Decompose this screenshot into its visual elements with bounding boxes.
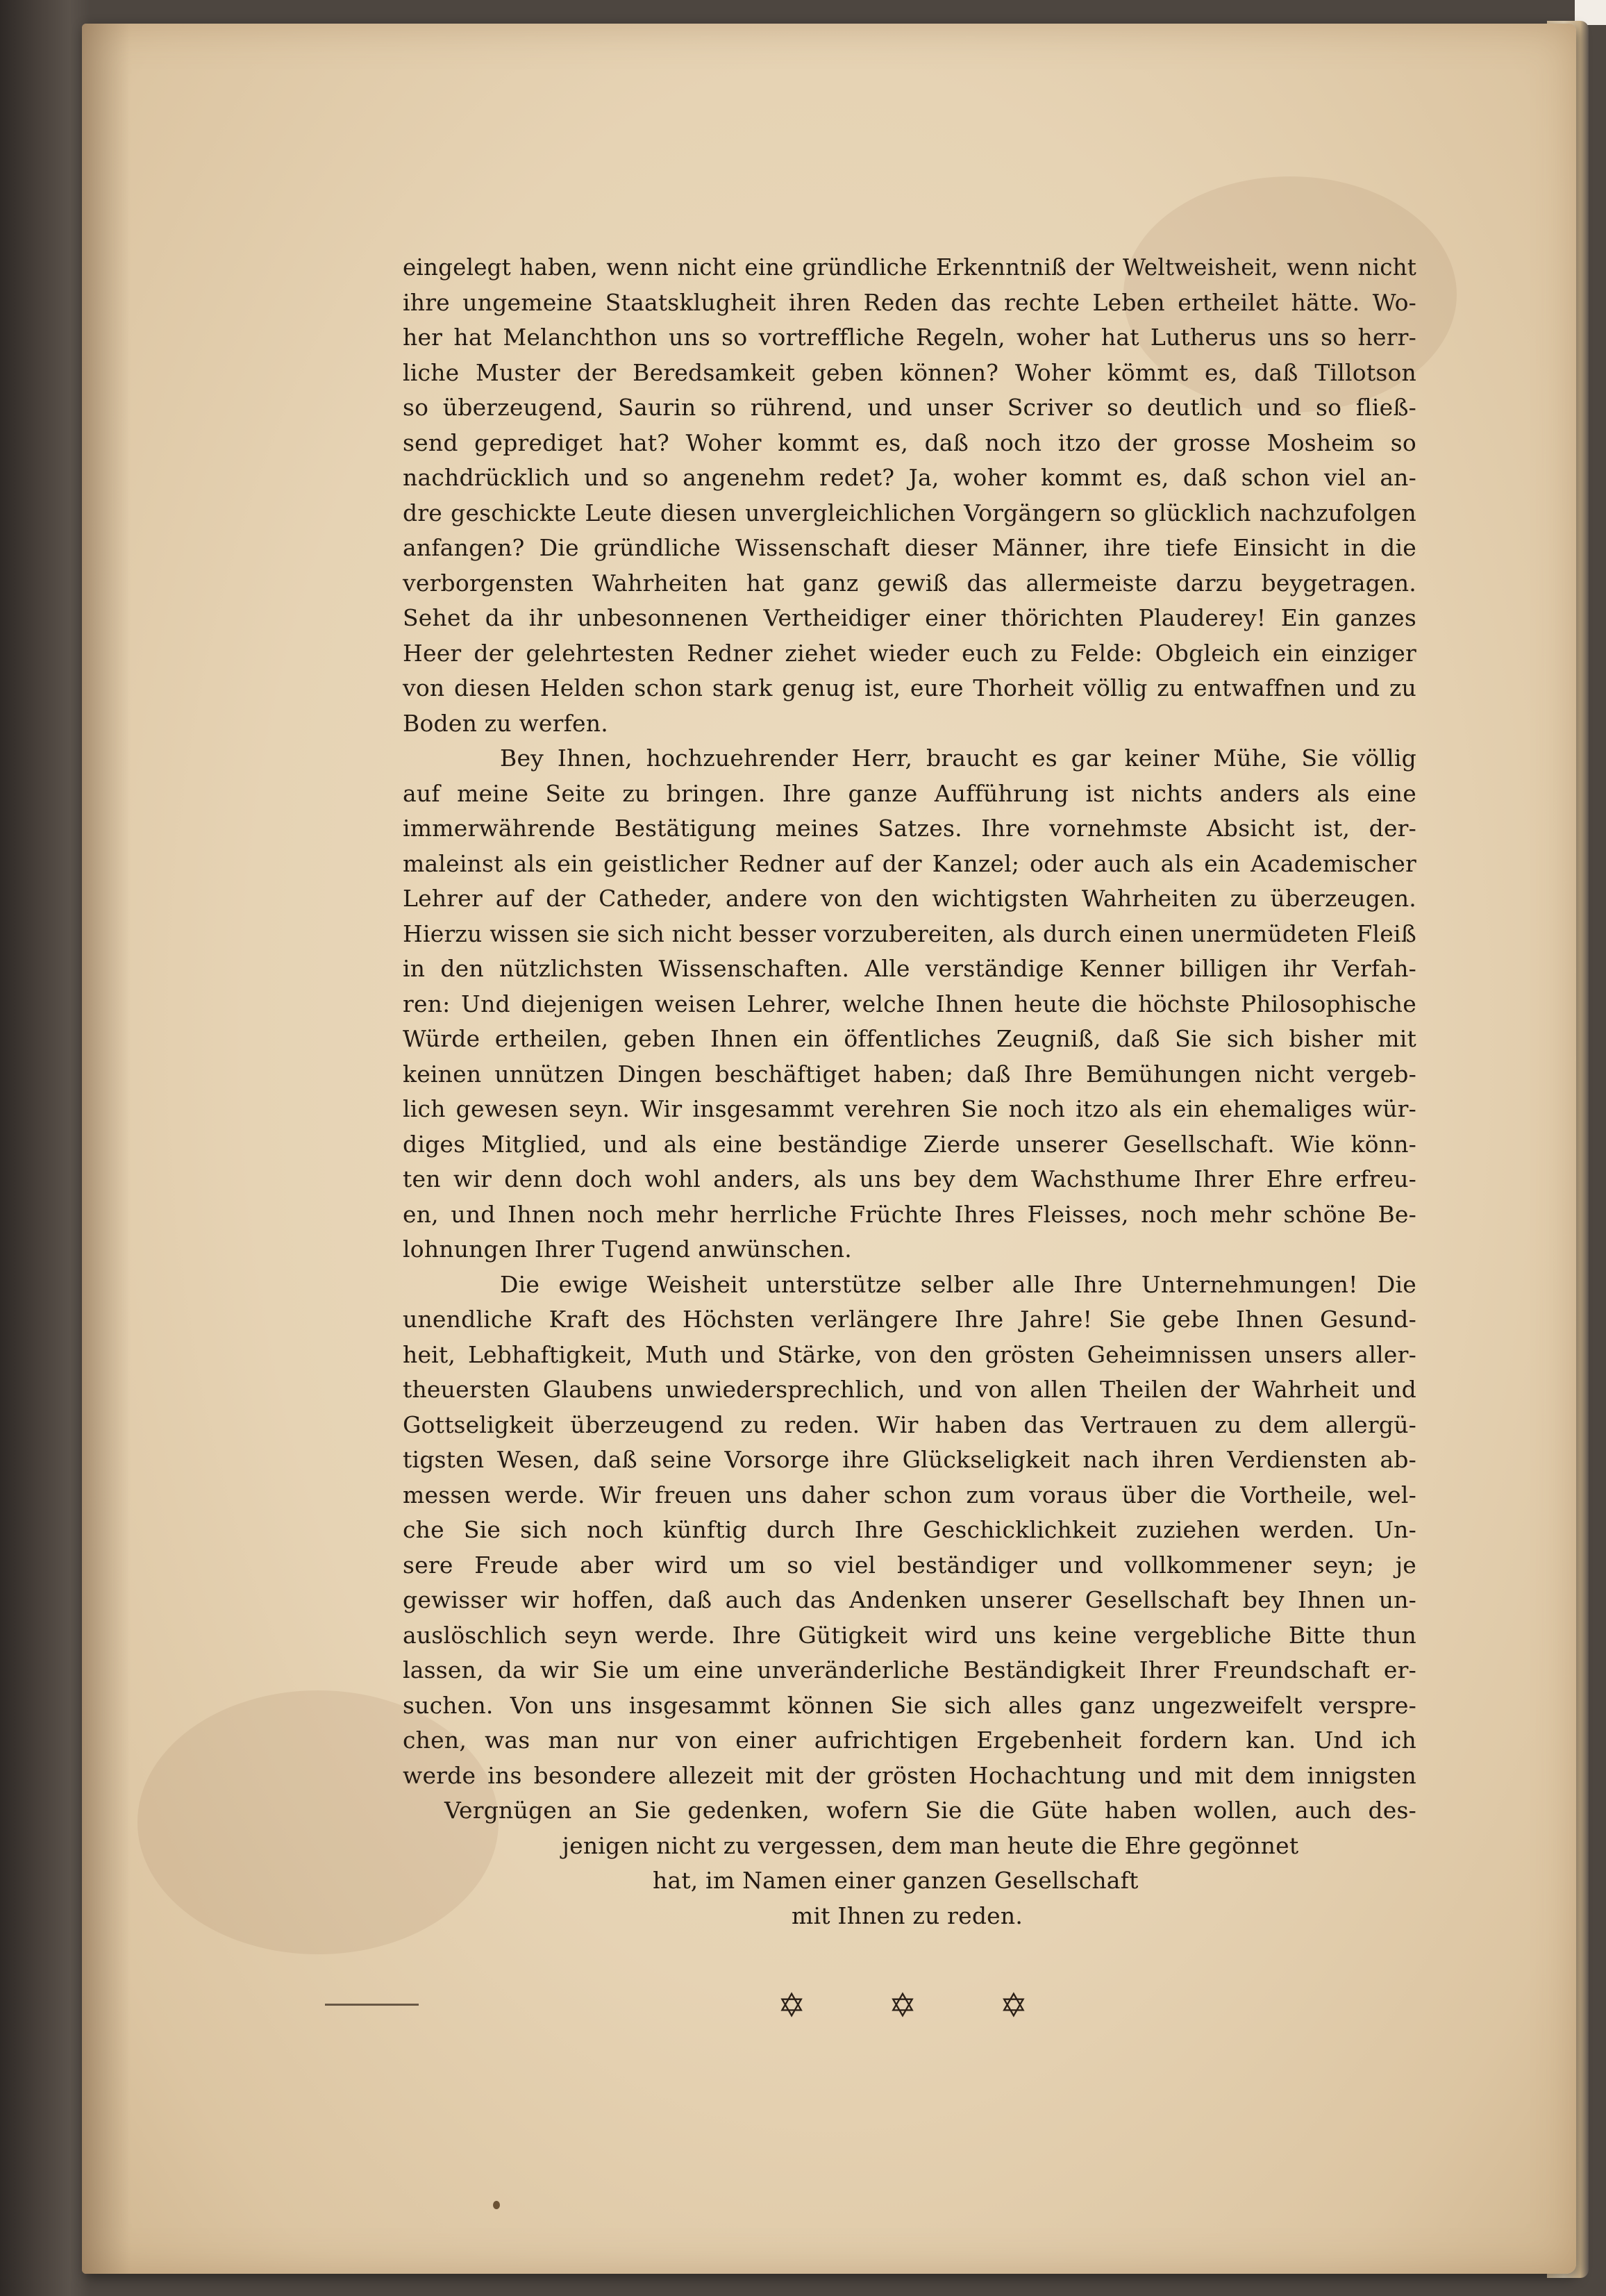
- text-line: lich gewesen seyn. Wir insgesammt verehren Sie noch itzo als ein ehemaliges wür-: [403, 1095, 1416, 1122]
- text-line: unendliche Kraft des Höchsten verlängere Ihre Jahre! Sie gebe Ihnen Gesund-: [403, 1306, 1416, 1333]
- ornament-stars: [778, 1986, 1028, 2025]
- text-line: Bey Ihnen, hochzuehrender Herr, braucht es gar keiner Mühe, Sie völlig: [500, 744, 1416, 772]
- closing-line: Vergnügen an Sie gedenken, wofern Sie die Güte haben wollen, auch des-: [444, 1797, 1416, 1824]
- text-line: keinen unnützen Dingen beschäftiget haben; daß Ihre Bemühungen nicht vergeb-: [403, 1060, 1416, 1088]
- text-line: werde ins besondere allezeit mit der grösten Hochachtung und mit dem innigsten: [403, 1761, 1416, 1789]
- text-line: sere Freude aber wird um so viel beständiger und vollkommener seyn; je: [403, 1551, 1416, 1579]
- text-line: Gottseligkeit überzeugend zu reden. Wir haben das Vertrauen zu dem allergü-: [403, 1411, 1416, 1438]
- text-line: Heer der gelehrtesten Redner ziehet wieder euch zu Felde: Obgleich ein einziger: [403, 639, 1416, 667]
- text-line: liche Muster der Beredsamkeit geben können? Woher kömmt es, daß Tillotson: [403, 358, 1416, 386]
- star-ornament: ✡: [888, 1986, 917, 2025]
- text-line: ten wir denn doch wohl anders, als uns bey dem Wachsthume Ihrer Ehre erfreu-: [403, 1165, 1416, 1192]
- text-line: Würde ertheilen, geben Ihnen ein öffentliches Zeugniß, daß Sie sich bisher mit: [403, 1025, 1416, 1052]
- text-line: Sehet da ihr unbesonnenen Vertheidiger einer thörichten Plauderey! Ein ganzes: [403, 604, 1416, 631]
- text-line: eingelegt haben, wenn nicht eine gründliche Erkenntniß der Weltweisheit, wenn nicht: [403, 254, 1416, 281]
- text-line: auf meine Seite zu bringen. Ihre ganze Aufführung ist nichts anders als eine: [403, 779, 1416, 807]
- paragraph-2: [403, 741, 1416, 1267]
- closing-line: jenigen nicht zu vergessen, dem man heute die Ehre gegönnet: [562, 1831, 1299, 1859]
- text-line: messen werde. Wir freuen uns daher schon zum voraus über die Vortheile, wel-: [403, 1481, 1416, 1508]
- margin-dash: [325, 2004, 419, 2006]
- paper-speck: [493, 2201, 500, 2209]
- text-line: gewisser wir hoffen, daß auch das Andenken unserer Gesellschaft bey Ihnen un-: [403, 1586, 1416, 1613]
- paragraph-3: [403, 1267, 1416, 1794]
- text-line: Lehrer auf der Catheder, andere von den wichtigsten Wahrheiten zu überzeugen.: [403, 885, 1416, 912]
- text-line: Hierzu wissen sie sich nicht besser vorzubereiten, als durch einen unermüdeten Fleiß: [403, 920, 1416, 947]
- star-ornament: ✡: [999, 1986, 1028, 2025]
- text-line: heit, Lebhaftigkeit, Muth und Stärke, von den grösten Geheimnissen unsers aller-: [403, 1340, 1416, 1368]
- text-line: ren: Und diejenigen weisen Lehrer, welche Ihnen heute die höchste Philosophische: [403, 990, 1416, 1017]
- text-line: Boden zu werfen.: [403, 709, 608, 737]
- text-line: ihre ungemeine Staatsklugheit ihren Reden das rechte Leben ertheilet hätte. Wo-: [403, 288, 1416, 316]
- text-line: immerwährende Bestätigung meines Satzes. Ihre vornehmste Absicht ist, der-: [403, 815, 1416, 842]
- text-line: maleinst als ein geistlicher Redner auf der Kanzel; oder auch als ein Academischer: [403, 849, 1416, 877]
- text-line: verborgensten Wahrheiten hat ganz gewiß das allermeiste darzu beygetragen.: [403, 569, 1416, 597]
- text-line: che Sie sich noch künftig durch Ihre Geschicklichkeit zuziehen werden. Un-: [403, 1516, 1416, 1543]
- text-line: von diesen Helden schon stark genug ist, eure Thorheit völlig zu entwaffnen und zu: [403, 674, 1416, 701]
- text-line: in den nützlichsten Wissenschaften. Alle verständige Kenner billigen ihr Verfah-: [403, 955, 1416, 982]
- closing-line: mit Ihnen zu reden.: [792, 1902, 1023, 1929]
- text-line: dre geschickte Leute diesen unvergleichlichen Vorgängern so glücklich nachzufolgen: [403, 499, 1416, 526]
- text-line: suchen. Von uns insgesammt können Sie sich alles ganz ungezweifelt verspre-: [403, 1691, 1416, 1719]
- text-line: anfangen? Die gründliche Wissenschaft dieser Männer, ihre tiefe Einsicht in die: [403, 534, 1416, 561]
- star-ornament: ✡: [778, 1986, 806, 2025]
- text-line: auslöschlich seyn werde. Ihre Gütigkeit wird uns keine vergebliche Bitte thun: [403, 1621, 1416, 1649]
- text-line: lassen, da wir Sie um eine unveränderliche Beständigkeit Ihrer Freundschaft er-: [403, 1656, 1416, 1683]
- text-line: Die ewige Weisheit unterstütze selber alle Ihre Unternehmungen! Die: [500, 1270, 1416, 1298]
- text-line: lohnungen Ihrer Tugend anwünschen.: [403, 1236, 852, 1263]
- body-text: [403, 250, 1416, 1933]
- closing-lines: [403, 1793, 1416, 1933]
- text-line: en, und Ihnen noch mehr herrliche Früchte Ihres Fleisses, noch mehr schöne Be-: [403, 1200, 1416, 1228]
- text-line: send geprediget hat? Woher kommt es, daß noch itzo der grosse Mosheim so: [403, 429, 1416, 456]
- text-line: her hat Melanchthon uns so vortreffliche Regeln, woher hat Lutherus uns so herr-: [403, 324, 1416, 351]
- text-line: tigsten Wesen, daß seine Vorsorge ihre Glückseligkeit nach ihren Verdiensten ab-: [403, 1446, 1416, 1473]
- text-line: chen, was man nur von einer aufrichtigen Ergebenheit fordern kan. Und ich: [403, 1727, 1416, 1754]
- paragraph-1: [403, 250, 1416, 741]
- text-line: so überzeugend, Saurin so rührend, und unser Scriver so deutlich und so fließ-: [403, 394, 1416, 421]
- text-line: diges Mitglied, und als eine beständige Zierde unserer Gesellschaft. Wie könn-: [403, 1130, 1416, 1158]
- closing-line: hat, im Namen einer ganzen Gesellschaft: [653, 1867, 1139, 1894]
- binding-shadow: [82, 24, 131, 2274]
- text-line: nachdrücklich und so angenehm redet? Ja, woher kommt es, daß schon viel an-: [403, 464, 1416, 491]
- text-line: theuersten Glaubens unwiedersprechlich, und von allen Theilen der Wahrheit und: [403, 1376, 1416, 1403]
